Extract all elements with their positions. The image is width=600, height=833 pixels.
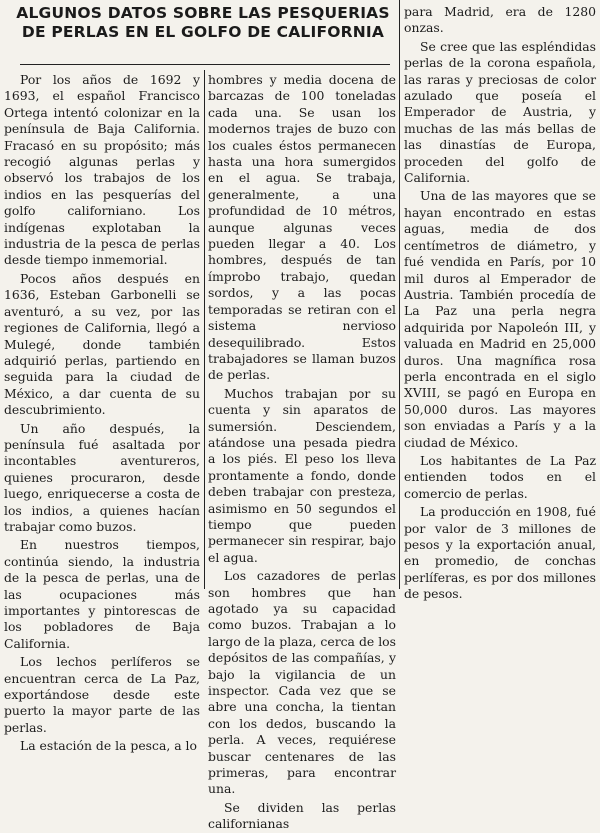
paragraph: Un año después, la península fué asaltada por incontables aventureros, quienes procuraron, desde luego, enriquecerse a costa de los indios, a quienes hacían trabajar como buzos.	[4, 420, 200, 534]
paragraph: Se cree que las espléndidas perlas de la corona española, las raras y preciosas de color azulado que poseía el Emperador de Austria, y muchas de las más bellas de las dinastías de Europa, proceden del golfo de California.	[404, 38, 596, 186]
paragraph: Por los años de 1692 y 1693, el español Francisco Ortega intentó colonizar en la península de Baja California. Fracasó en su propósito; más recogió algunas perlas y observó los trabajos de los indios en las pesquerías del golfo californiano. Los indígenas explotaban la industria de la pesca de perlas desde tiempo inmemorial.	[4, 72, 200, 268]
paragraph: hombres y media docena de barcazas de 100 toneladas cada una. Se usan los modernos trajes de buzo con los cuales éstos permanecen hasta una hora sumergidos en el agua. Se trabaja, generalmente, a una profundidad de 10 métros, aunque algunas veces pueden llegar a 40. Los hombres, después de tan ímprobo trabajo, quedan sordos, y a las pocas temporadas se retiran con el sistema nervioso desequilibrado. Estos trabajadores se llaman buzos de perlas.	[208, 72, 396, 383]
article-column-2	[208, 72, 396, 833]
article-column-1	[4, 72, 200, 755]
paragraph: Una de las mayores que se hayan encontrado en estas aguas, media de dos centímetros de diámetro, y fué vendida en París, por 10 mil duros al Emperador de Austria. También procedía de La Paz una perla negra adquirida por Napoleón III, y valuada en Madrid en 25,000 duros. Una magnífica rosa perla encontrada en el siglo XVIII, se pagó en Europa en 50,000 duros. Las mayores son enviadas a París y a la ciudad de México.	[404, 188, 596, 450]
paragraph: La estación de la pesca, a lo	[20, 738, 197, 754]
column-divider-1	[204, 70, 205, 589]
paragraph: Los habitantes de La Paz entienden todos en el comercio de perlas.	[404, 452, 596, 501]
paragraph: Muchos trabajan por su cuenta y sin aparatos de sumersión. Desciendem, atándose una pesada piedra a los piés. El peso los lleva prontamente a fondo, donde deben trabajar con presteza, asimismo en 50 segundos el tiempo que pueden permanecer sin respirar, bajo el agua.	[208, 385, 396, 565]
paragraph: Los lechos perlíferos se encuentran cerca de La Paz, exportándose desde este puerto la mayor parte de las perlas.	[4, 654, 200, 735]
headline-rule	[20, 64, 390, 65]
article-column-3	[404, 4, 596, 603]
paragraph: Se dividen las perlas californianas	[208, 799, 396, 832]
column-divider-2	[399, 0, 400, 589]
paragraph: Los cazadores de perlas son hombres que han agotado ya su capacidad como buzos. Trabajan a lo largo de la plaza, cerca de los depósitos de las compañías, y bajo la vigilancia de un inspector. Cada vez que se abre una concha, la tientan con los dedos, buscando la perla. A veces, requiérese buscar centenares de las primeras, para encontrar una.	[208, 568, 396, 797]
paragraph: para Madrid, era de 1280 onzas.	[404, 4, 596, 36]
paragraph: Pocos años después en 1636, Esteban Garbonelli se aventuró, a su vez, por las regiones de California, llegó a Mulegé, donde también adquirió perlas, partiendo en seguida para la ciudad de México, a dar cuenta de su descubrimiento.	[4, 270, 200, 418]
paragraph: La producción en 1908, fué por valor de 3 millones de pesos y la exportación anual, en promedio, de conchas perlíferas, es por dos millones de pesos.	[404, 504, 596, 602]
paragraph: En nuestros tiempos, continúa siendo, la industria de la pesca de perlas, una de las ocupaciones más importantes y pintorescas de los pobladores de Baja California.	[4, 537, 200, 651]
headline-line-1: ALGUNOS DATOS SOBRE LAS PESQUERIAS	[16, 4, 390, 22]
headline-line-2: DE PERLAS EN EL GOLFO DE CALIFORNIA	[21, 23, 385, 41]
article-headline	[14, 4, 392, 42]
